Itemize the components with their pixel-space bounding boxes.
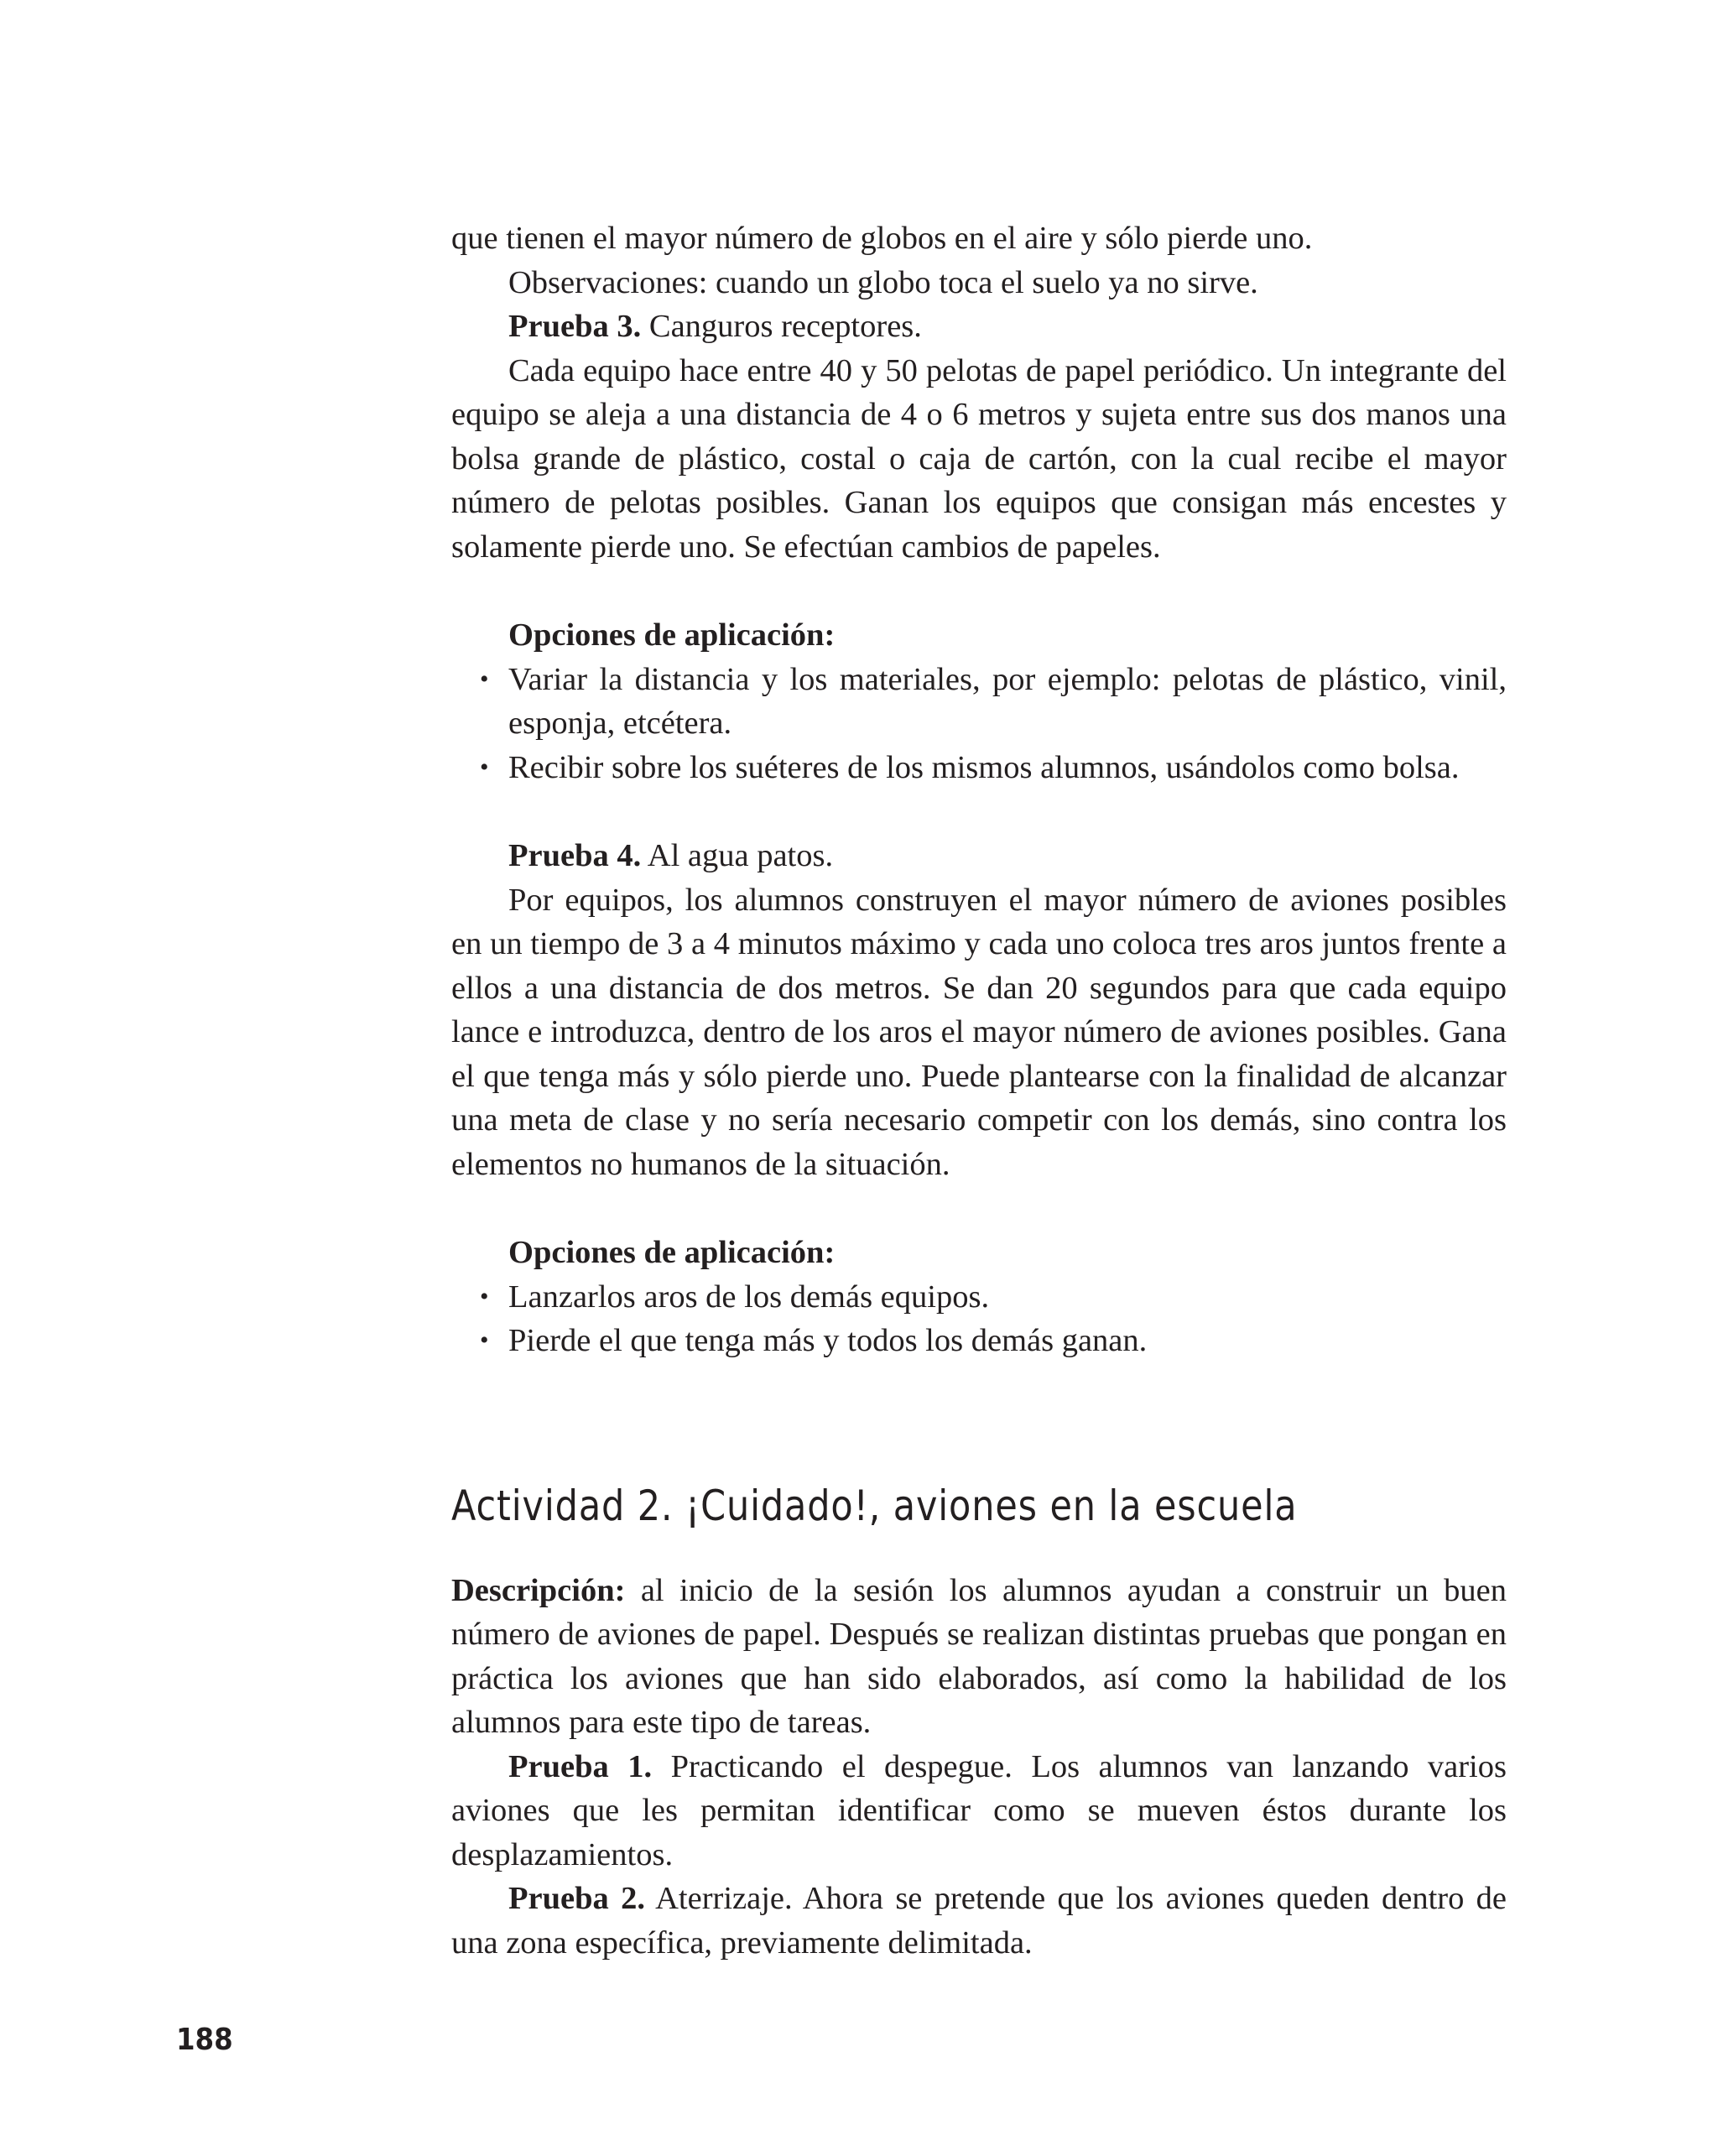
list-item-text: Lanzarlos aros de los demás equipos. <box>508 1278 990 1315</box>
section-spacer <box>451 1363 1507 1481</box>
prueba-3-label: Prueba 3. <box>508 309 642 344</box>
paragraph-prueba-2 <box>451 1877 1507 1965</box>
prueba-3-text: Canguros receptores. <box>641 309 922 344</box>
paragraph-prueba-4 <box>451 834 1507 878</box>
list-item-text: Pierde el que tenga más y todos los demás ganan. <box>508 1323 1148 1358</box>
page-number: 188 <box>176 2023 233 2057</box>
paragraph-prueba-3 <box>451 305 1507 349</box>
options-list-1 <box>451 658 1507 790</box>
paragraph-continuation: que tienen el mayor número de globos en el aire y sólo pierde uno. <box>451 221 1313 256</box>
section-title: Actividad 2. ¡Cuidado!, aviones en la escuela <box>451 1481 1298 1530</box>
bullet-icon: • <box>480 753 489 781</box>
list-item <box>451 658 1507 746</box>
bullet-icon: • <box>480 1282 489 1310</box>
spacer <box>451 1186 1507 1231</box>
options-list-2 <box>451 1275 1507 1363</box>
prueba-1-label: Prueba 1. <box>508 1748 653 1784</box>
page-body <box>451 216 1507 1965</box>
list-item-text: Recibir sobre los suéteres de los mismos alumnos, usándolos como bolsa. <box>508 749 1460 785</box>
bullet-icon: • <box>480 1326 489 1354</box>
prueba-4-label: Prueba 4. <box>508 838 642 873</box>
paragraph-observaciones: Observaciones: cuando un globo toca el suelo ya no sirve. <box>508 264 1258 300</box>
prueba-4-text: Al agua patos. <box>641 838 834 873</box>
prueba-2-label: Prueba 2. <box>508 1881 645 1916</box>
descripcion-text: al inicio de la sesión los alumnos ayudan a construir un buen número de aviones de papel. Después se realizan distintas pruebas que pongan en práctica los aviones que han sido elaborados, así como la habilidad de los alumnos para este tipo de tareas. <box>451 1572 1507 1740</box>
list-item <box>451 1319 1507 1363</box>
spacer <box>451 1531 1507 1569</box>
spacer <box>451 569 1507 613</box>
prueba-1-text: Practicando el despegue. Los alumnos van lanzando varios aviones que les permitan identificar como se mueven éstos durante los desplazamientos. <box>451 1748 1507 1872</box>
list-item <box>451 1275 1507 1320</box>
spacer <box>451 789 1507 834</box>
descripcion-label: Descripción: <box>451 1572 626 1608</box>
prueba-2-text: Aterrizaje. Ahora se pretende que los aviones queden dentro de una zona específica, previamente delimitada. <box>451 1881 1507 1961</box>
list-item-text: Variar la distancia y los materiales, por ejemplo: pelotas de plástico, vinil, esponja, etcétera. <box>508 661 1507 741</box>
list-item <box>451 746 1507 790</box>
paragraph-descripcion <box>451 1569 1507 1745</box>
bullet-icon: • <box>480 664 489 693</box>
options-heading-1: Opciones de aplicación: <box>508 617 836 653</box>
options-heading-2: Opciones de aplicación: <box>508 1235 836 1270</box>
paragraph-prueba-1 <box>451 1745 1507 1877</box>
paragraph-prueba-3-description: Cada equipo hace entre 40 y 50 pelotas de papel periódico. Un integrante del equipo se aleja a una distancia de 4 o 6 metros y sujeta entre sus dos manos una bolsa grande de plástico, costal o caja de cartón, con la cual recibe el mayor número de pelotas posibles. Ganan los equipos que consigan más encestes y solamente pierde uno. Se efectúan cambios de papeles. <box>451 352 1507 565</box>
paragraph-prueba-4-description: Por equipos, los alumnos construyen el mayor número de aviones posibles en un tiempo de 3 a 4 minutos máximo y cada uno coloca tres aros juntos frente a ellos a una distancia de dos metros. Se dan 20 segundos para que cada equipo lance e introduzca, dentro de los aros el mayor número de aviones posibles. Gana el que tenga más y sólo pierde uno. Puede plantearse con la finalidad de alcanzar una meta de clase y no sería necesario competir con los demás, sino contra los elementos no humanos de la situación. <box>451 882 1507 1182</box>
